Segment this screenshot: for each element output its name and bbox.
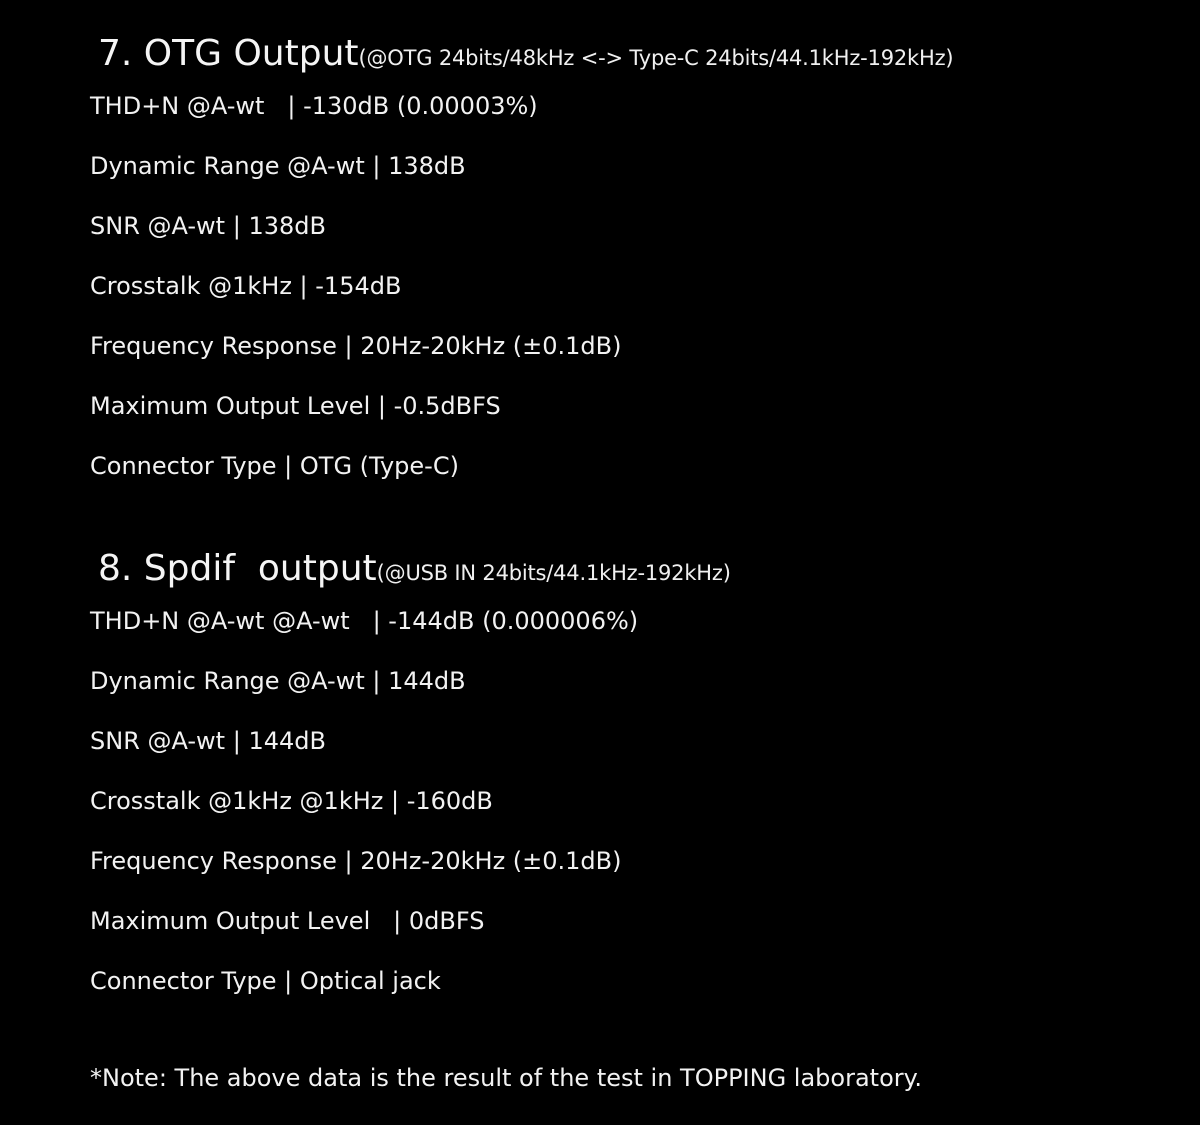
spec-separator: |: [336, 332, 361, 360]
spec-value: -160dB: [406, 787, 493, 815]
spec-value: 20Hz-20kHz (±0.1dB): [360, 847, 622, 875]
spec-label: Dynamic Range @A-wt: [90, 152, 365, 180]
footnote: *Note: The above data is the result of the test in TOPPING laboratory.: [90, 1064, 923, 1092]
spec-row: [90, 955, 1170, 1015]
spec-value: 138dB: [388, 152, 466, 180]
spec-value: 144dB: [248, 727, 326, 755]
spec-value: 20Hz-20kHz (±0.1dB): [360, 332, 622, 360]
section-title: 7. OTG Output: [98, 33, 359, 74]
spec-separator: |: [370, 392, 394, 420]
spec-row: [90, 715, 1170, 775]
spec-row: [90, 440, 1170, 500]
spec-separator: |: [383, 787, 407, 815]
spec-label: Frequency Response: [90, 332, 337, 360]
spec-separator: |: [276, 452, 300, 480]
spec-label: THD+N @A-wt @A-wt: [90, 607, 365, 635]
spec-value: Optical jack: [299, 967, 441, 995]
spec-row: [90, 320, 1170, 380]
spec-separator: |: [364, 607, 389, 635]
spec-value: -130dB (0.00003%): [303, 92, 538, 120]
spec-value: 0dBFS: [408, 907, 485, 935]
spdif-output-section: [90, 543, 1170, 1015]
spec-separator: |: [364, 667, 389, 695]
spec-list: [90, 595, 1170, 1015]
spec-row: [90, 895, 1170, 955]
spec-value: 138dB: [248, 212, 326, 240]
spec-label: Maximum Output Level: [90, 392, 371, 420]
spec-separator: |: [279, 92, 304, 120]
spec-row: [90, 595, 1170, 655]
spec-row: [90, 835, 1170, 895]
spec-row: [90, 260, 1170, 320]
spec-label: Crosstalk @1kHz @1kHz: [90, 787, 384, 815]
spec-value: OTG (Type-C): [299, 452, 459, 480]
spec-label: Dynamic Range @A-wt: [90, 667, 365, 695]
spec-separator: |: [276, 967, 300, 995]
spec-row: [90, 200, 1170, 260]
section-title: 8. Spdif output: [98, 548, 377, 589]
spec-separator: |: [291, 272, 316, 300]
spec-separator: |: [364, 152, 389, 180]
spec-row: [90, 80, 1170, 140]
spec-list: [90, 80, 1170, 500]
section-heading: [90, 543, 1170, 595]
spec-value: -144dB (0.000006%): [388, 607, 639, 635]
spec-label: Maximum Output Level: [90, 907, 386, 935]
spec-separator: |: [385, 907, 409, 935]
spec-label: SNR @A-wt: [90, 727, 226, 755]
spec-label: Connector Type: [90, 452, 277, 480]
spec-row: [90, 655, 1170, 715]
spec-label: SNR @A-wt: [90, 212, 226, 240]
section-heading: [90, 28, 1170, 80]
spec-separator: |: [225, 727, 249, 755]
spec-label: Connector Type: [90, 967, 277, 995]
spec-label: Crosstalk @1kHz: [90, 272, 292, 300]
otg-output-section: [90, 28, 1170, 500]
spec-separator: |: [336, 847, 361, 875]
section-subtitle: (@OTG 24bits/48kHz <-> Type-C 24bits/44.1kHz-192kHz): [358, 46, 954, 70]
spec-value: -0.5dBFS: [393, 392, 501, 420]
spec-row: [90, 775, 1170, 835]
section-subtitle: (@USB IN 24bits/44.1kHz-192kHz): [376, 561, 731, 585]
spec-value: -154dB: [315, 272, 402, 300]
spec-separator: |: [225, 212, 249, 240]
spec-label: Frequency Response: [90, 847, 337, 875]
spec-row: [90, 380, 1170, 440]
spec-label: THD+N @A-wt: [90, 92, 280, 120]
spec-value: 144dB: [388, 667, 466, 695]
spec-row: [90, 140, 1170, 200]
